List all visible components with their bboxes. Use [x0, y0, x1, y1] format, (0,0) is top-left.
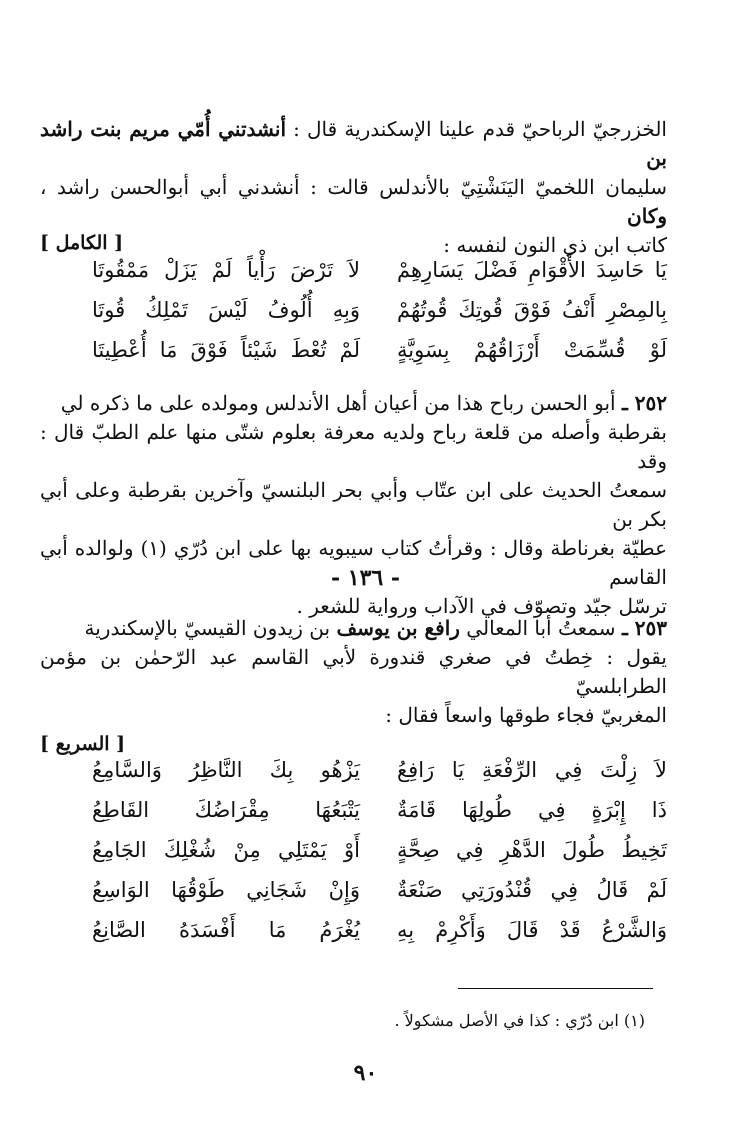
page-marker: - ١٣٦ - [330, 565, 401, 591]
verse-first-hemistich: يَا حَاسِدَ الأَقْوَامِ فَضْلَ يَسَارِهِمْ [397, 258, 667, 282]
text-run: أبو الحسن رباح هذا من أعيان أهل الأندلس ومولده على ما ذكره لي [60, 391, 616, 415]
text-line: سمعتُ الحديث على ابن عتّاب وأبي بحر البلنسيّ وآخرين بقرطبة وعلى أبي بكر بن [40, 478, 667, 531]
entry-number: ٢٥٢ ـ [621, 391, 667, 415]
verse-line [40, 838, 667, 878]
poem-meter-label: [ الكامل ] [40, 232, 124, 254]
verse-first-hemistich: تَخِيطُ طُولَ الدَّهْرِ فِي صِحَّةٍ [397, 838, 667, 862]
verse-line [40, 298, 667, 338]
verse-second-hemistich: أَوْ يَمْتَلِي مِنْ شُغْلِكَ الجَامِعُ [92, 838, 360, 862]
footnote-divider [458, 988, 653, 989]
opening-paragraph [40, 115, 667, 260]
text-run: سمعتُ أبا المعالي [459, 616, 616, 640]
verse-line [40, 878, 667, 918]
entry-253 [40, 614, 667, 730]
verse-second-hemistich: يَتْبَعُهَا مِقْرَاضُكَ القَاطِعُ [92, 798, 360, 822]
text-run: الخزرجيّ الرباحيّ قدم علينا الإسكندرية قال : [286, 117, 667, 141]
text-line: بقرطبة وأصله من قلعة رباح ولديه معرفة بعلوم شتّى منها علم الطبّ قال : وقد [40, 420, 667, 473]
text-line: ترسّل جيّد وتصوّف في الآداب ورواية للشعر . [296, 594, 667, 618]
verse-first-hemistich: لَوْ قُسِّمَتْ أَرْزَاقُهُمْ بِسَوِيَّةٍ [397, 338, 667, 362]
poem-meter-label: [ السريع ] [40, 733, 126, 755]
text-line [40, 614, 667, 643]
text-run: سليمان اللخميّ اليَنَشْتِيّ بالأندلس قالت : أنشدني أبي أبوالحسن راشد ، [40, 175, 667, 199]
text-line [40, 173, 667, 231]
text-line [40, 389, 667, 418]
verse-second-hemistich: يُغْرَمُ مَا أَفْسَدَهُ الصَّانِعُ [92, 918, 360, 942]
verse-first-hemistich: وَالشَّرْعُ قَدْ قَالَ وَأَكْرِمْ بِهِ [397, 918, 667, 942]
verse-line [40, 918, 667, 958]
verse-line [40, 798, 667, 838]
verse-first-hemistich: لاَ زِلْتَ فِي الرِّفْعَةِ يَا رَافِعُ [397, 758, 667, 782]
verse-first-hemistich: بِالمِصْرِ أَنْفُ فَوْقَ قُوتِكَ قُوتُهُمْ [397, 298, 667, 322]
entry-number: ٢٥٣ ـ [621, 616, 667, 640]
verse-second-hemistich: لاَ تَرْضَ رَأْياً لَمْ يَزَلْ مَمْقُوتَا [92, 258, 360, 282]
verse-second-hemistich: وَبِهِ أُلُوفُ لَيْسَ تَمْلِكُ قُوتَا [92, 298, 360, 322]
verse-line [40, 758, 667, 798]
verse-first-hemistich: لَمْ قَالُ فِي قُنْدُورَتِي صَنْعَةٌ [397, 878, 667, 902]
verse-line [40, 338, 667, 378]
page-number: ٩٠ [353, 1060, 378, 1086]
verse-first-hemistich: ذَا إِبْرَةٍ فِي طُولِهَا قَامَةٌ [397, 798, 667, 822]
verse-second-hemistich: لَمْ تُعْطَ شَيْئاً فَوْقَ مَا أُعْطِيتَا [92, 338, 360, 362]
verse-second-hemistich: وَإِنْ شَجَانِي طَوْقُهَا الوَاسِعُ [92, 878, 360, 902]
footnote: (١) ابن دُرّي : كذا في الأصل مشكولاً . [394, 1011, 645, 1030]
text-line: يقول : خِطتُ في صغري قندورة لأبي القاسم عبد الرّحمٰن بن مؤمن الطرابلسيّ [40, 645, 667, 698]
text-line: عطيّة بغرناطة وقال : وقرأتُ كتاب سيبويه بها على ابن دُرّي (١) ولوالده أبي القاسم [40, 536, 667, 589]
text-run: بن زيدون القيسيّ بالإسكندرية [84, 616, 337, 640]
bold-text-run: وكان [627, 204, 667, 228]
text-line: المغربيّ فجاء طوقها واسعاً فقال : [385, 703, 667, 727]
bold-text-run: رافع بن يوسف [336, 616, 460, 640]
verse-line [40, 258, 667, 298]
verse-second-hemistich: يَزْهُو بِكَ النَّاظِرُ وَالسَّامِعُ [92, 758, 360, 782]
bold-text-run: أنشدتني أُمّي مريم بنت راشد بن [40, 117, 667, 170]
text-line: كاتب ابن ذي النون لنفسه : [443, 233, 667, 257]
text-line [40, 115, 667, 173]
